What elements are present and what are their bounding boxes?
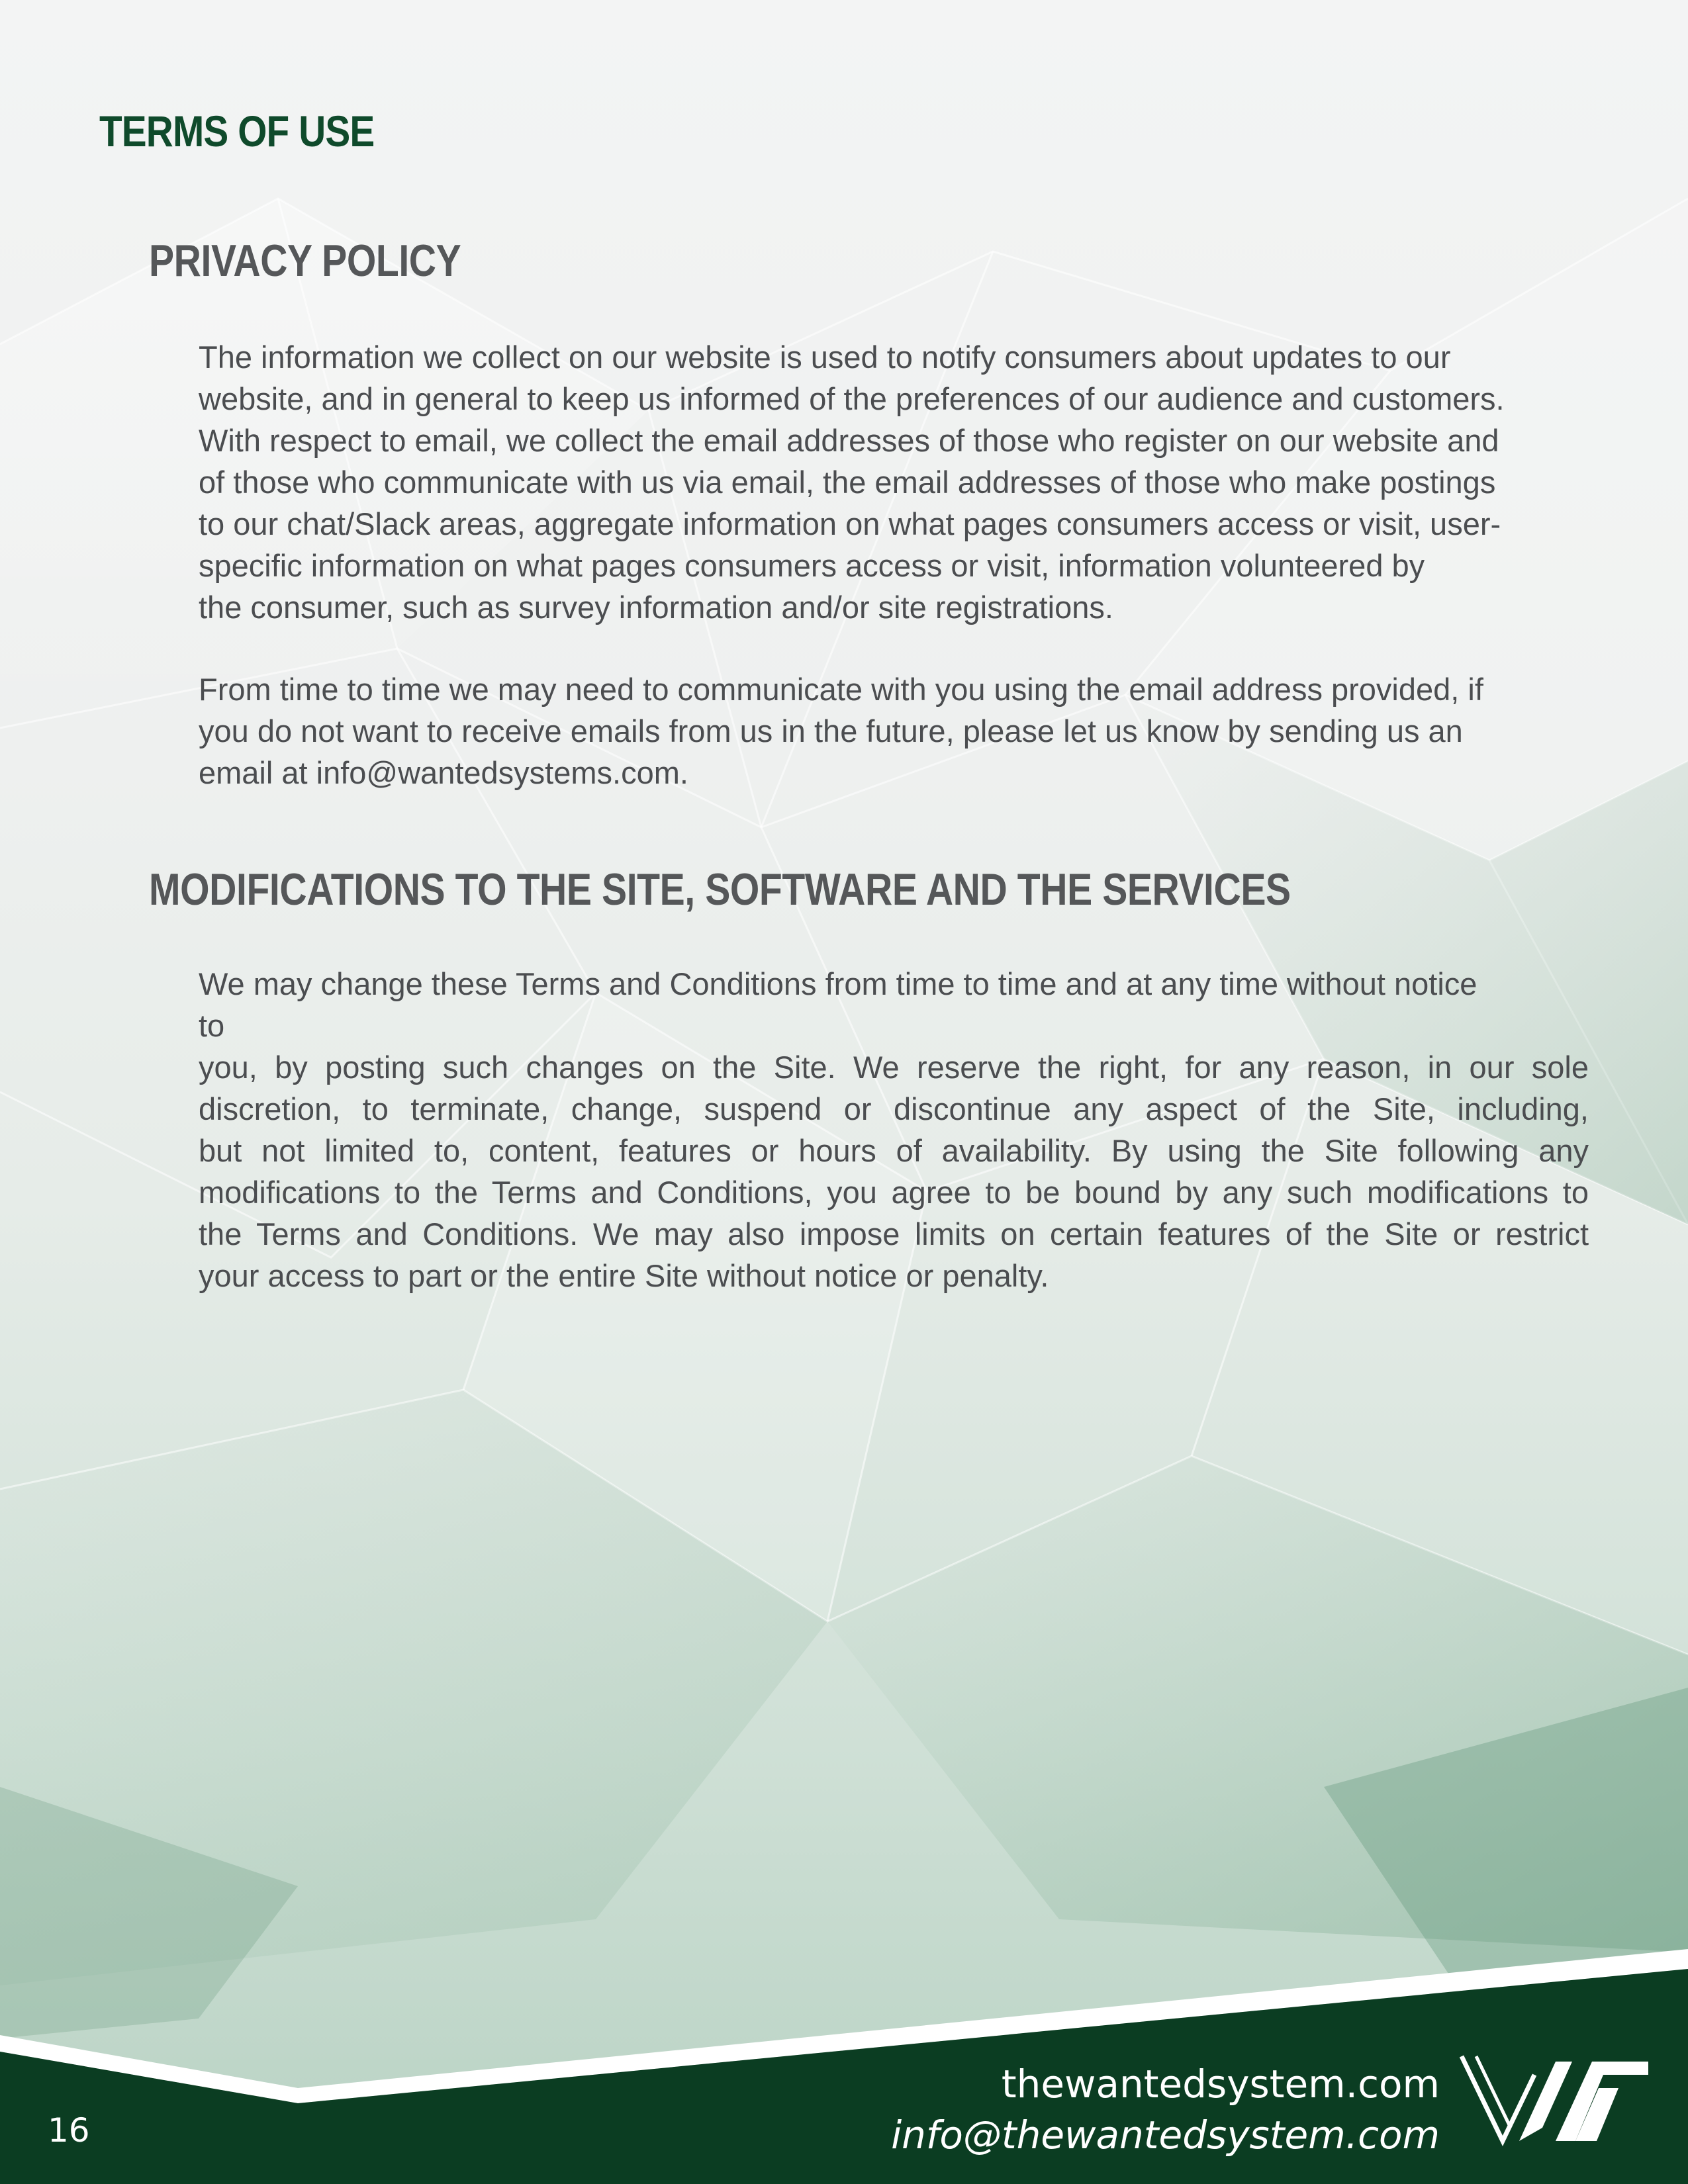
text-line: your access to part or the entire Site without notice or penalty. <box>199 1258 1049 1293</box>
text-line: but not limited to, content, features or hours of availability. By using the Site following any <box>199 1133 1589 1168</box>
text-line: you, by posting such changes on the Site. We reserve the right, for any reason, in our sole <box>199 1050 1589 1085</box>
privacy-paragraph-1 <box>199 336 1589 628</box>
text-line: email at info@wantedsystems.com. <box>199 755 688 790</box>
text-line: to our chat/Slack areas, aggregate information on what pages consumers access or visit, user- <box>199 506 1501 541</box>
text-line: the Terms and Conditions. We may also impose limits on certain features of the Site or restrict <box>199 1216 1589 1251</box>
text-line: With respect to email, we collect the email addresses of those who register on our website and <box>199 423 1499 458</box>
footer-website-link[interactable]: thewantedsystem.com <box>1001 2062 1440 2107</box>
footer-email-link[interactable]: info@thewantedsystem.com <box>891 2113 1440 2158</box>
text-line: to <box>199 1008 225 1043</box>
text-line: the consumer, such as survey information and/or site registrations. <box>199 590 1113 625</box>
page-title: TERMS OF USE <box>99 107 375 156</box>
text-line: website, and in general to keep us informed of the preferences of our audience and customers. <box>199 381 1505 416</box>
section-heading-privacy-policy: PRIVACY POLICY <box>149 236 461 286</box>
page-number: 16 <box>48 2111 90 2150</box>
section-heading-modifications: MODIFICATIONS TO THE SITE, SOFTWARE AND THE SERVICES <box>149 864 1291 915</box>
text-line: From time to time we may need to communicate with you using the email address provided, if <box>199 672 1483 707</box>
text-line: We may change these Terms and Conditions from time to time and at any time without notice <box>199 966 1477 1001</box>
modifications-paragraph-last <box>199 1255 1589 1297</box>
privacy-paragraph-2 <box>199 668 1589 794</box>
text-line: of those who communicate with us via email, the email addresses of those who make postings <box>199 465 1496 500</box>
modifications-paragraph-justified <box>199 1046 1589 1255</box>
text-line: discretion, to terminate, change, suspend or discontinue any aspect of the Site, including, <box>199 1091 1589 1126</box>
modifications-paragraph <box>199 963 1589 1046</box>
text-line: you do not want to receive emails from us in the future, please let us know by sending us an <box>199 713 1463 749</box>
text-line: specific information on what pages consumers access or visit, information volunteered by <box>199 548 1425 583</box>
text-line: The information we collect on our website is used to notify consumers about updates to our <box>199 340 1451 375</box>
text-line: modifications to the Terms and Conditions, you agree to be bound by any such modifications to <box>199 1175 1589 1210</box>
wanted-w-logo-icon <box>1456 2048 1655 2148</box>
